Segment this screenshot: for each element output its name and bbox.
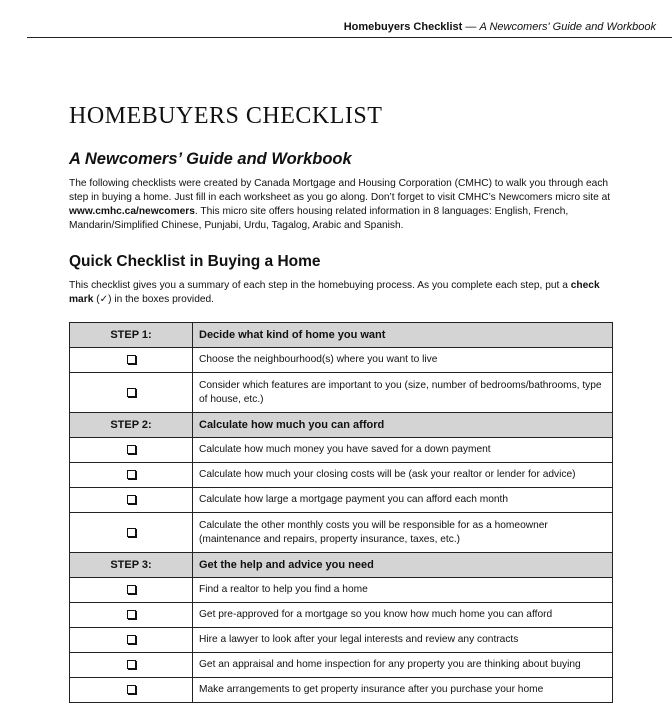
step-title: Calculate how much you can afford — [193, 413, 613, 438]
checklist-item — [70, 603, 613, 628]
checklist-item — [70, 373, 613, 413]
document-subtitle: A Newcomers’ Guide and Workbook — [69, 150, 352, 168]
checklist-item — [70, 628, 613, 653]
checkbox-cell — [70, 653, 193, 678]
checkbox[interactable] — [127, 528, 136, 537]
checklist-item-cell — [193, 488, 613, 513]
checkbox-cell — [70, 678, 193, 703]
checkbox[interactable] — [127, 635, 136, 644]
intro-link[interactable]: www.cmhc.ca/newcomers — [69, 206, 195, 217]
header-title-italic: A Newcomers' Guide and Workbook — [479, 21, 656, 33]
checkbox[interactable] — [127, 388, 136, 397]
running-header — [0, 0, 672, 38]
checklist-item-cell — [193, 578, 613, 603]
step-row — [70, 553, 613, 578]
intro-paragraph — [69, 177, 614, 233]
checklist-item-text: Calculate the other monthly costs you will be responsible for as a homeowner (maintenance and repairs, property insurance, taxes, etc.) — [199, 519, 548, 545]
checkbox-cell — [70, 463, 193, 488]
checklist-item-text: Choose the neighbourhood(s) where you want to live — [199, 354, 438, 365]
checkbox[interactable] — [127, 685, 136, 694]
checkbox-cell — [70, 628, 193, 653]
checklist-item-text: Make arrangements to get property insurance after you purchase your home — [199, 684, 544, 695]
checkbox[interactable] — [127, 355, 136, 364]
checklist-item-cell — [193, 628, 613, 653]
section-title: Quick Checklist in Buying a Home — [69, 253, 321, 270]
checklist-table — [69, 322, 613, 703]
checkbox-cell — [70, 513, 193, 553]
checkbox-cell — [70, 348, 193, 373]
intro-text-end: . This micro site offers housing related information in 8 languages: English, French, Mandarin/Simplified Chinese, Punjabi, Urdu, Tagalog, Arabic and Spanish. — [69, 206, 569, 231]
checklist-item — [70, 488, 613, 513]
checkbox[interactable] — [127, 495, 136, 504]
step-label: STEP 3: — [70, 553, 193, 578]
checklist-item — [70, 678, 613, 703]
checkbox-cell — [70, 603, 193, 628]
checkbox[interactable] — [127, 585, 136, 594]
checklist-item — [70, 348, 613, 373]
checklist-item-cell — [193, 653, 613, 678]
checkbox[interactable] — [127, 445, 136, 454]
header-title-bold: Homebuyers Checklist — [343, 21, 463, 33]
checklist-item — [70, 653, 613, 678]
step-row — [70, 413, 613, 438]
running-header-text — [344, 21, 656, 33]
checkbox[interactable] — [127, 660, 136, 669]
step-title: Get the help and advice you need — [193, 553, 613, 578]
checklist-item-cell — [193, 348, 613, 373]
checklist-item-text: Calculate how much your closing costs will be (ask your realtor or lender for advice) — [199, 469, 576, 480]
checklist-item-cell — [193, 513, 613, 553]
checklist-item — [70, 463, 613, 488]
checklist-item-cell — [193, 438, 613, 463]
checklist-item-text: Find a realtor to help you find a home — [199, 584, 368, 595]
checklist-item-cell — [193, 603, 613, 628]
checkbox-cell — [70, 438, 193, 463]
section-intro-bold: check mark — [69, 280, 600, 305]
checklist-item-text: Consider which features are important to you (size, number of bedrooms/bathrooms, type of house, etc.) — [199, 379, 602, 405]
document-title: HOMEBUYERS CHECKLIST — [69, 103, 383, 129]
step-label: STEP 1: — [70, 323, 193, 348]
checklist-item — [70, 438, 613, 463]
checklist-item — [70, 513, 613, 553]
step-row — [70, 323, 613, 348]
checklist-item-text: Get an appraisal and home inspection for any property you are thinking about buying — [199, 659, 581, 670]
section-intro-start: This checklist gives you a summary of each step in the homebuying process. As you complete each step, put a — [69, 280, 571, 291]
checkbox-cell — [70, 578, 193, 603]
checklist-item-text: Get pre-approved for a mortgage so you know how much home you can afford — [199, 609, 553, 620]
checkbox-cell — [70, 488, 193, 513]
step-label: STEP 2: — [70, 413, 193, 438]
checklist-item-text: Hire a lawyer to look after your legal interests and review any contracts — [199, 634, 519, 645]
checklist-item-text: Calculate how large a mortgage payment you can afford each month — [199, 494, 509, 505]
checkbox[interactable] — [127, 610, 136, 619]
checklist-item-cell — [193, 373, 613, 413]
checklist-item-text: Calculate how much money you have saved for a down payment — [199, 444, 491, 455]
header-rule — [27, 37, 672, 38]
checklist-item-cell — [193, 678, 613, 703]
header-separator: — — [462, 21, 480, 33]
checklist-item — [70, 578, 613, 603]
section-intro — [69, 279, 614, 307]
checklist-item-cell — [193, 463, 613, 488]
checkbox[interactable] — [127, 470, 136, 479]
section-intro-end: (✓) in the boxes provided. — [93, 294, 215, 305]
checkbox-cell — [70, 373, 193, 413]
step-title: Decide what kind of home you want — [193, 323, 613, 348]
intro-text-start: The following checklists were created by Canada Mortgage and Housing Corporation (CMHC) to walk you through each step in buying a home. Just fill in each worksheet as you go along. Don’t forget to visit CMHC’s Newcomers micro site at — [69, 178, 611, 203]
